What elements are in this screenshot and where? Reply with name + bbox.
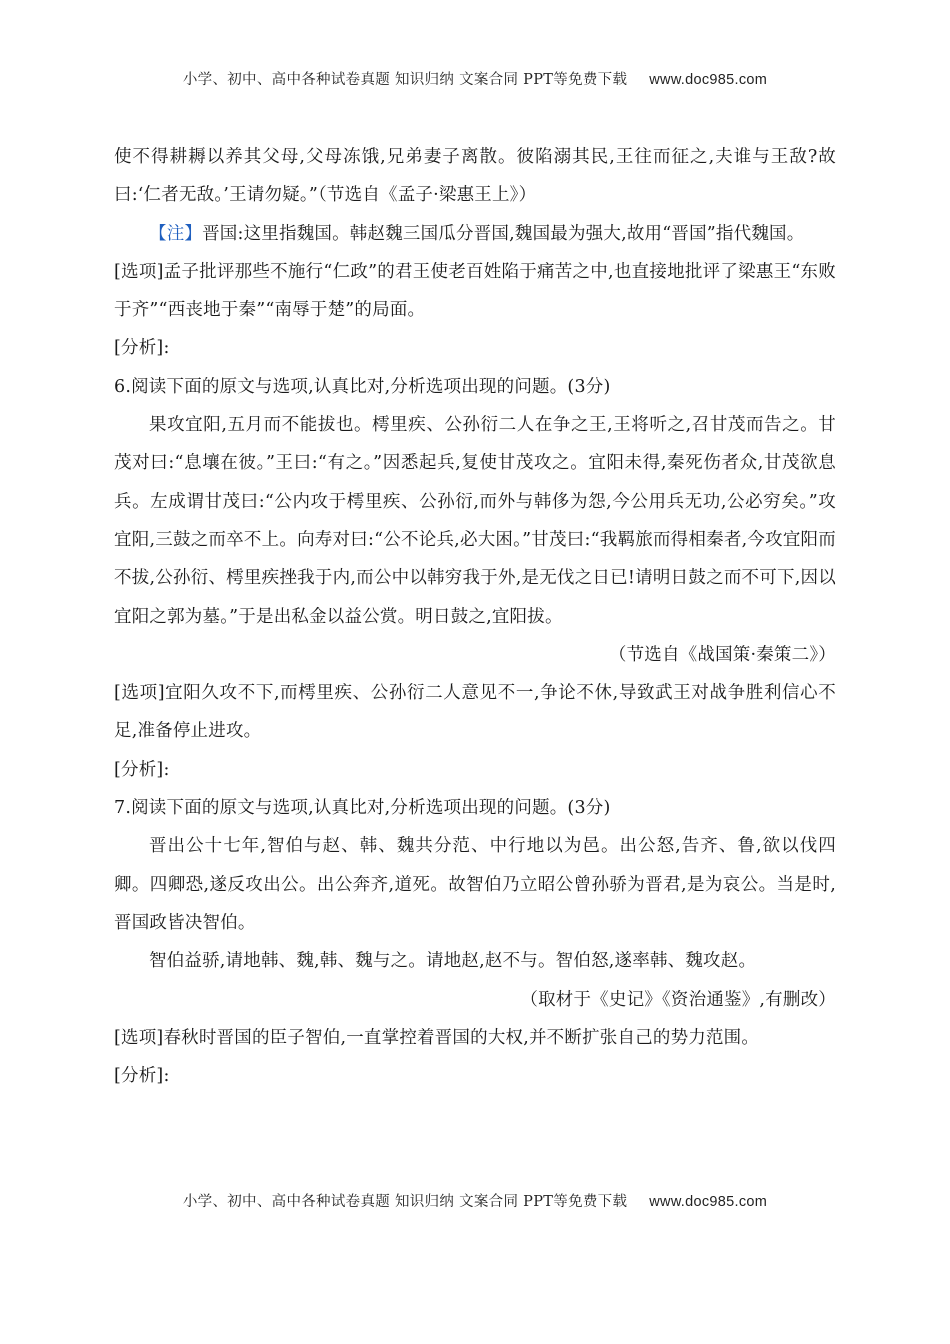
question-6: 6.阅读下面的原文与选项,认真比对,分析选项出现的问题。(3分)	[114, 376, 611, 397]
source-q6: （节选自《战国策·秦策二》）	[608, 644, 836, 665]
analysis-q7: [分析]:	[114, 1066, 170, 1087]
page-header	[0, 68, 950, 89]
passage-q6: 果攻宜阳,五月而不能拔也。樗里疾、公孙衍二人在争之王,王将听之,召甘茂而告之。甘茂对曰:“息壤在彼。”王曰:“有之。”因悉起兵,复使甘茂攻之。宜阳未得,秦死伤者众,甘茂欲息兵。左成谓甘茂曰:“公内攻于樗里疾、公孙衍,而外与韩侈为怨,今公用兵无功,公必穷矣。”攻宜阳,三鼓之而卒不上。向寿对曰:“公不论兵,必大困。”甘茂曰:“我羁旅而得相秦者,今攻宜阳而不拔,公孙衍、樗里疾挫我于内,而公中以韩穷我于外,是无伐之日已!请明日鼓之而不可下,因以宜阳之郭为墓。”于是出私金以益公赏。明日鼓之,宜阳拔。	[114, 415, 836, 627]
option-q6: [选项]宜阳久攻不下,而樗里疾、公孙衍二人意见不一,争论不休,导致武王对战争胜利信心不足,准备停止进攻。	[114, 683, 836, 742]
note-paragraph	[114, 215, 836, 253]
option-q7: [选项]春秋时晋国的臣子智伯,一直掌控着晋国的大权,并不断扩张自己的势力范围。	[114, 1027, 760, 1048]
note-label: 【注】	[149, 223, 203, 244]
option-q5: [选项]孟子批评那些不施行“仁政”的君王使老百姓陷于痛苦之中,也直接地批评了梁惠王“东败于齐”“西丧地于秦”“南辱于楚”的局面。	[114, 261, 836, 321]
document-body	[114, 138, 836, 1095]
note-text: 晋国:这里指魏国。韩赵魏三国瓜分晋国,魏国最为强大,故用“晋国”指代魏国。	[202, 223, 805, 244]
header-text: 小学、初中、高中各种试卷真题 知识归纳 文案合同 PPT等免费下载	[182, 72, 628, 88]
passage-q7-part2: 智伯益骄,请地韩、魏,韩、魏与之。请地赵,赵不与。智伯怒,遂率韩、魏攻赵。	[149, 951, 757, 972]
source-q7: （取材于《史记》《资治通鉴》,有删改）	[520, 989, 836, 1010]
passage-q7-part1: 晋出公十七年,智伯与赵、韩、魏共分范、中行地以为邑。出公怒,告齐、鲁,欲以伐四卿。四卿恐,遂反攻出公。出公奔齐,道死。故智伯乃立昭公曾孙骄为晋君,是为哀公。当是时,晋国政皆决智伯。	[114, 836, 836, 933]
analysis-q5: [分析]:	[114, 338, 170, 359]
footer-text: 小学、初中、高中各种试卷真题 知识归纳 文案合同 PPT等免费下载	[182, 1194, 628, 1210]
footer-site-link[interactable]: www.doc985.com	[649, 1194, 768, 1210]
header-site-link[interactable]: www.doc985.com	[649, 72, 768, 88]
page-footer	[0, 1190, 950, 1211]
analysis-q6: [分析]:	[114, 759, 170, 780]
question-7: 7.阅读下面的原文与选项,认真比对,分析选项出现的问题。(3分)	[114, 798, 611, 819]
passage-continuation: 使不得耕耨以养其父母,父母冻饿,兄弟妻子离散。彼陷溺其民,王往而征之,夫谁与王敌?故曰:‘仁者无敌。’王请勿疑。”（节选自《孟子·梁惠王上》）	[114, 147, 836, 206]
